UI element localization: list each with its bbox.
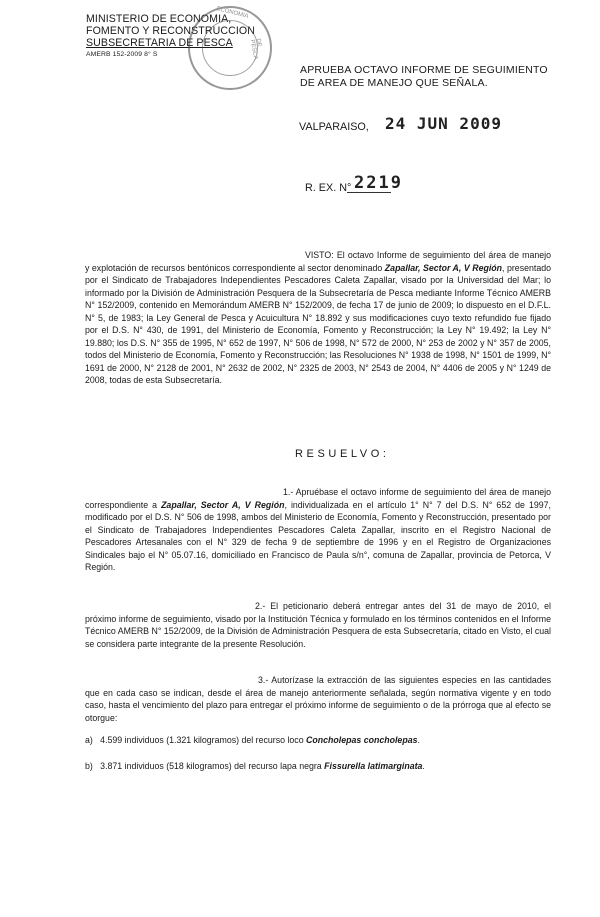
resolution-number: 2219 [354,173,403,193]
resuelvo-heading: RESUELVO: [295,448,390,460]
resolution-point-3: 3.- Autorízase la extracción de las siguientes especies en las cantidades que en cada caso se indican, desde el área de manejo anteriormente señalada, según normativa vigente y en todo caso, hasta el vencimiento del plazo para entregar el próximo informe de seguimiento o de la prórroga que al efecto se otorgue: [85,675,551,723]
visto-paragraph: VISTO: El octavo Informe de seguimiento del área de manejo y explotación de recursos bentónicos correspondiente al sector denominado Zapallar, Sector A, V Región, presentado por el Sindicato de Trabajadores Independientes Pescadores Caleta Zapallar, visado por la Universidad del Mar; lo informado por la División de Administración Pesquera de la Subsecretaría de Pesca mediante Informe Técnico AMERB N° 152/2009, contenido en Memorándum AMERB N° 152/2009, de fecha 17 de junio de 2009; lo dispuesto en el D.F.L. N° 5, de 1983; la Ley General de Pesca y Acuicultura N° 18.892 y sus modificaciones cuyo texto refundido fue fijado por el D.S. N° 430, de 1991, del Ministerio de Economía, Fomento y Reconstrucción; la Ley N° 19.492; la Ley N° 19.880; los D.S. N° 355 de 1995, N° 652 de 1997, N° 506 de 1998, N° 572 de 2000, N° 253 de 2002 y N° 357 de 2005, todos del Ministerio de Economía, Fomento y Reconstrucción; las Resoluciones N° 1938 de 1998, N° 1501 de 1999, N° 1691 de 2000, N° 2128 de 2001, N° 2632 de 2002, N° 2325 de 2003, N° 2543 de 2004, N° 4406 de 2005 y N° 1249 de 2008, todas de esta Subsecretaría. [85,250,551,385]
resolution-number-label: R. EX. N° [305,182,352,194]
date-stamp: 24 JUN 2009 [385,114,502,133]
resolution-point-2: 2.- El peticionario deberá entregar antes del 31 de mayo de 2010, el próximo informe de seguimiento, visado por la Institución Técnica y formulado en los términos contenidos en el Informe Técnico AMERB N° 152/2009, de la División de Administración Pesquera de esta Subsecretaría, citado en Visto, el cual se considera parte integrante de la presente Resolución. [85,601,551,649]
ministry-name-line2: FOMENTO Y RECONSTRUCCION [86,25,255,37]
resolution-point-1: 1.- Apruébase el octavo informe de seguimiento del área de manejo correspondiente a Zapallar, Sector A, V Región, individualizada en el artículo 1° N° 7 del D.S. N° 652 de 1997, modificado por el D.S. N° 506 de 1998, ambos del Ministerio de Economía, Fomento y Reconstrucción, presentado por el Sindicato de Trabajadores Independientes Pescadores Caleta Zapallar, inscrito en el Registro Nacional de Pescadores Artesanales con el N° 329 de fecha 9 de septiembre de 1996 y en el Registro de Organizaciones Sindicales bajo el N° 05.07.16, domiciliado en Francisco de Paula s/n°, comuna de Zapallar, provincia de Petorca, V Región. [85,487,551,572]
official-seal-stamp: ECONOMIA DE PESCA [188,6,272,90]
species-item-a: a) 4.599 individuos (1.321 kilogramos) del recurso loco Concholepas concholepas. [85,735,420,745]
resolution-number-underline [347,192,391,193]
subsecretaria-name: SUBSECRETARIA DE PESCA [86,37,233,49]
place-label: VALPARAISO, [299,121,369,133]
ministry-name-line1: MINISTERIO DE ECONOMIA, [86,13,232,25]
amerb-reference: AMERB 152-2009 8° S [86,51,158,58]
species-item-b: b) 3.871 individuos (518 kilogramos) del recurso lapa negra Fissurella latimarginata. [85,761,425,771]
resolution-title: APRUEBA OCTAVO INFORME DE SEGUIMIENTO DE AREA DE MANEJO QUE SEÑALA. [300,64,548,89]
